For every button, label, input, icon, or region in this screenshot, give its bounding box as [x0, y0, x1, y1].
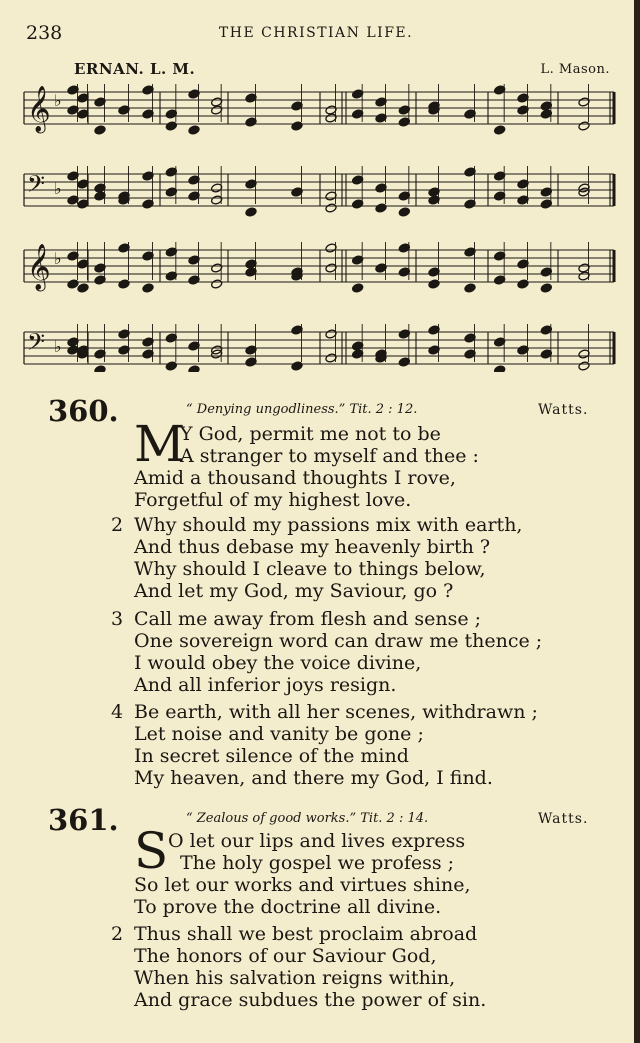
verse-line: Amid a thousand thoughts I rove, — [134, 467, 456, 489]
hymn-author: Watts. — [538, 402, 589, 418]
bass-clef-icon: 𝄢 — [27, 170, 46, 203]
note-head — [188, 125, 200, 135]
note-head — [291, 361, 303, 371]
verse-line: In secret silence of the mind — [134, 745, 409, 767]
verse-line: A stranger to myself and thee : — [180, 445, 479, 467]
note-head — [67, 279, 79, 289]
hymn-subject: “ Denying ungodliness.” Tit. 2 : 12. — [186, 402, 418, 417]
tune-composer: L. Mason. — [540, 62, 610, 77]
hymn-number: 361. — [48, 803, 119, 837]
verse-line: Be earth, with all her scenes, withdrawn ; — [134, 701, 538, 723]
note-head — [325, 203, 337, 213]
verse-line: Why should I cleave to things below, — [134, 558, 486, 580]
verse-line: The honors of our Saviour God, — [134, 945, 437, 967]
treble-clef-icon: 𝄞 — [27, 86, 51, 132]
note-head — [94, 365, 106, 372]
verse-number: 2 — [111, 923, 124, 945]
treble-clef-icon: 𝄞 — [27, 244, 51, 290]
verse-line: To prove the doctrine all divine. — [134, 896, 442, 918]
note-head — [165, 361, 177, 371]
verse-line: When his salvation reigns within, — [134, 967, 456, 989]
verse-line: Y God, permit me not to be — [180, 423, 441, 445]
verse-number: 3 — [111, 608, 124, 630]
tune-name: ERNAN. L. M. — [74, 60, 196, 78]
music-score — [18, 82, 618, 372]
verse-line: And grace subdues the power of sin. — [134, 989, 487, 1011]
note-head — [517, 279, 529, 289]
verse-line: The holy gospel we profess ; — [180, 852, 455, 874]
note-head — [464, 283, 476, 293]
flat-icon: ♭ — [54, 91, 62, 110]
bass-clef-icon: 𝄢 — [27, 328, 46, 361]
hymn-author: Watts. — [538, 811, 589, 827]
hymn-subject: “ Zealous of good works.” Tit. 2 : 14. — [186, 811, 429, 826]
flat-icon: ♭ — [54, 337, 62, 356]
verse-line: Thus shall we best proclaim abroad — [134, 923, 478, 945]
page-header — [26, 22, 606, 46]
verse-line: I would obey the voice divine, — [134, 652, 422, 674]
page-edge — [634, 0, 640, 1043]
note-head — [540, 283, 552, 293]
verse-line: O let our lips and lives express — [168, 830, 466, 852]
verse-line: Let noise and vanity be gone ; — [134, 723, 424, 745]
verse-line: Why should my passions mix with earth, — [134, 514, 523, 536]
note-head — [375, 203, 387, 213]
note-head — [578, 361, 590, 371]
note-head — [245, 207, 257, 217]
verse-number: 2 — [111, 514, 124, 536]
verse-line: My heaven, and there my God, I find. — [134, 767, 493, 789]
note-head — [291, 121, 303, 131]
flat-icon: ♭ — [54, 179, 62, 198]
verse-line: And all inferior joys resign. — [134, 674, 397, 696]
note-head — [142, 283, 154, 293]
verse-line: And let my God, my Saviour, go ? — [134, 580, 454, 602]
flat-icon: ♭ — [54, 249, 62, 268]
page-number: 238 — [26, 22, 63, 44]
note-head — [77, 283, 89, 293]
note-head — [188, 365, 200, 372]
hymn-number: 360. — [48, 394, 119, 428]
note-head — [211, 279, 223, 289]
verse-number: 4 — [111, 701, 124, 723]
drop-cap: M — [134, 415, 186, 473]
verse-line: Forgetful of my highest love. — [134, 489, 412, 511]
note-head — [118, 279, 130, 289]
note-head — [428, 279, 440, 289]
note-head — [578, 121, 590, 131]
verse-line: One sovereign word can draw me thence ; — [134, 630, 543, 652]
tune-heading — [74, 60, 610, 82]
note-head — [94, 125, 106, 135]
note-head — [398, 207, 410, 217]
note-head — [494, 365, 506, 372]
note-head — [494, 125, 506, 135]
verse-line: Call me away from flesh and sense ; — [134, 608, 482, 630]
verse-line: So let our works and virtues shine, — [134, 874, 471, 896]
drop-cap: S — [134, 822, 169, 880]
verse-line: And thus debase my heavenly birth ? — [134, 536, 491, 558]
running-title: THE CHRISTIAN LIFE. — [218, 25, 414, 41]
note-head — [165, 121, 177, 131]
note-head — [352, 283, 364, 293]
